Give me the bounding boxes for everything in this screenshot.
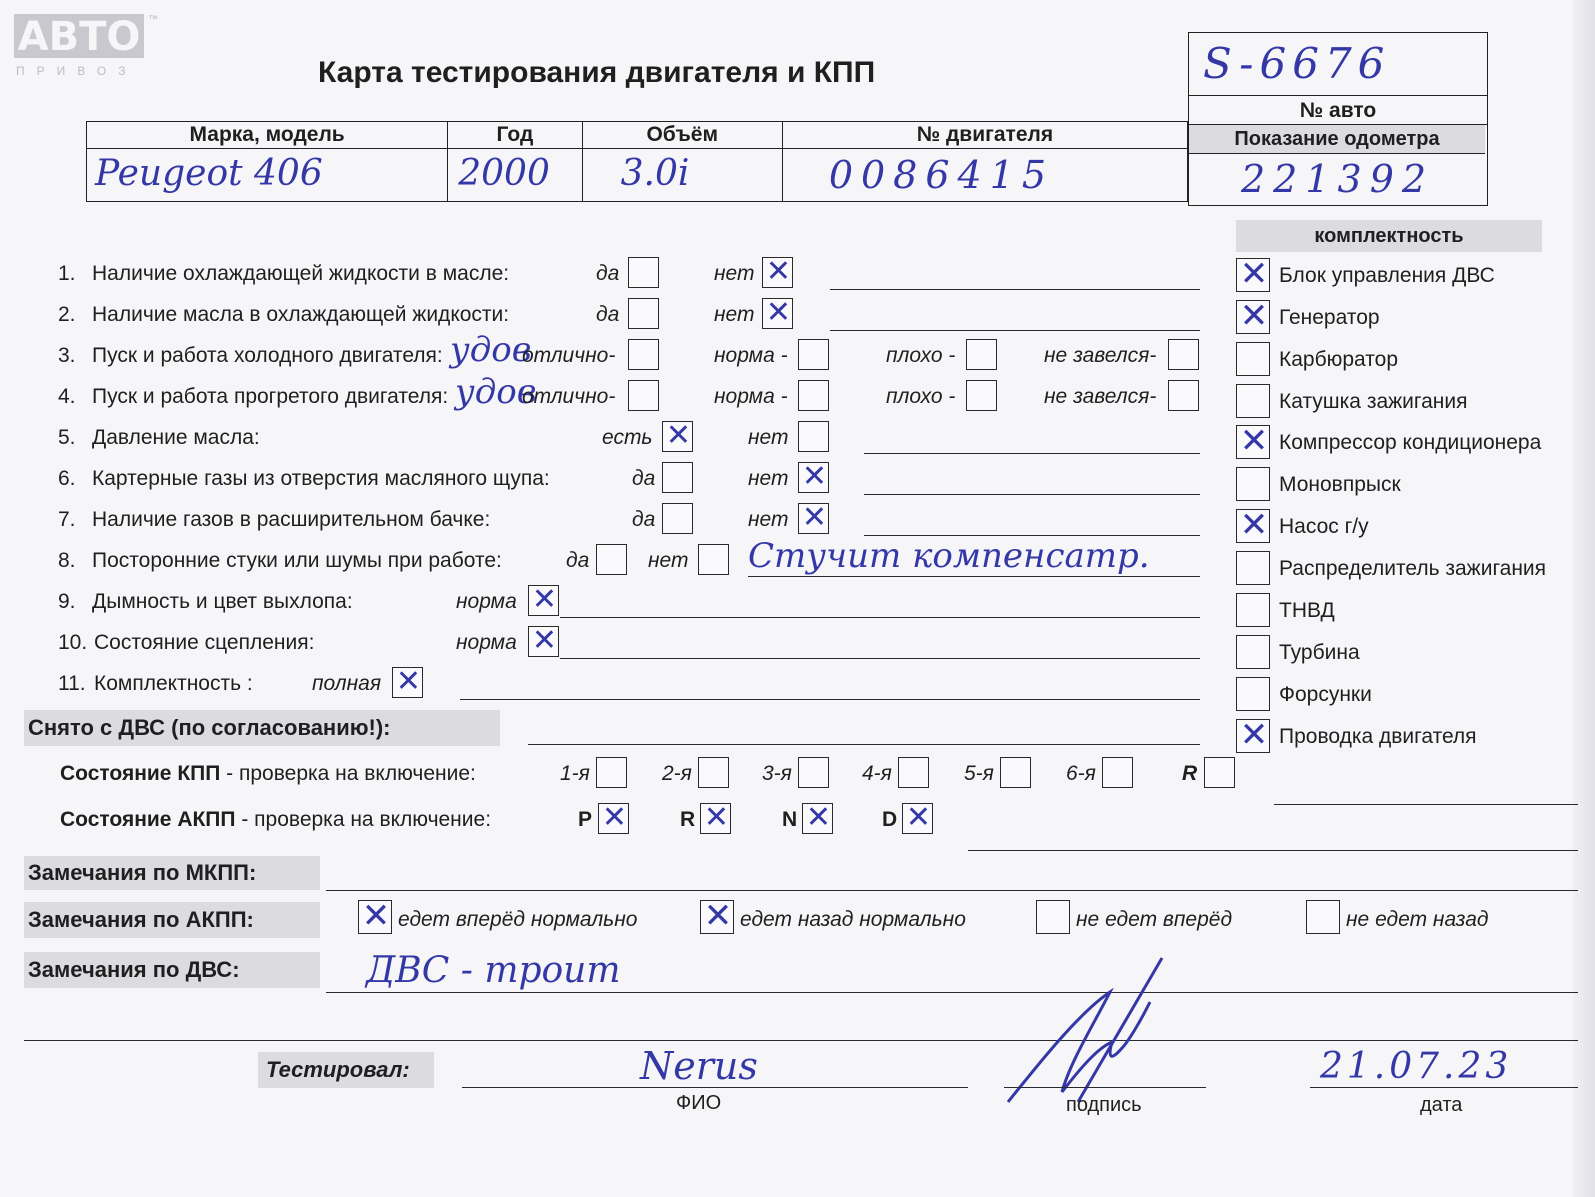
checkbox-injection-pump[interactable] <box>1236 593 1270 627</box>
option-no-q7: нет <box>748 508 789 531</box>
option-bad-q3: плохо - <box>886 344 956 367</box>
checkbox-distributor[interactable] <box>1236 551 1270 585</box>
number-q4: 4. <box>58 385 76 408</box>
checkbox-no-forward[interactable] <box>1036 900 1070 934</box>
number-q1: 1. <box>58 262 76 285</box>
label-distributor: Распределитель зажигания <box>1279 557 1547 580</box>
option-no-q8: нет <box>648 549 689 572</box>
checkbox-q3-normal[interactable] <box>798 339 829 370</box>
option-present-q5: есть <box>602 426 653 449</box>
complete-title: комплектность <box>1236 220 1542 252</box>
option-normal-q4: норма - <box>714 385 788 408</box>
option-yes-q1: да <box>596 262 620 285</box>
option-yes-q8: да <box>566 549 590 572</box>
logo-sub: ПРИВОЗ <box>16 64 138 78</box>
checkbox-mode-p[interactable] <box>598 803 629 834</box>
checkbox-q2-yes[interactable] <box>628 298 659 329</box>
col-engine-number: № двигателя <box>782 122 1187 149</box>
signature-label: подпись <box>1066 1094 1142 1116</box>
value-year: 2000 <box>458 153 550 194</box>
option-no-start-q4: не завелся- <box>1044 385 1157 408</box>
remarks-akpp-label: Замечания по АКПП: <box>24 902 320 938</box>
checkbox-gear-6[interactable] <box>1102 757 1133 788</box>
car-number-value: S-6676 <box>1203 39 1391 88</box>
checkbox-gear-1[interactable] <box>596 757 627 788</box>
question-completeness: Комплектность : <box>94 672 253 695</box>
checkbox-gear-r[interactable] <box>1204 757 1235 788</box>
option-norm-q9: норма <box>456 590 517 613</box>
checkbox-ac-compressor[interactable] <box>1236 425 1270 459</box>
label-forward-ok: едет вперёд нормально <box>398 908 638 931</box>
odometer-value: 221392 <box>1241 157 1435 201</box>
signature <box>1000 952 1200 1112</box>
tested-label: Тестировал: <box>258 1052 434 1088</box>
label-mono-injection: Моновпрыск <box>1279 473 1401 496</box>
mode-d-label: D <box>882 808 898 831</box>
akpp-label: Состояние АКПП - проверка на включение: <box>60 808 492 831</box>
checkbox-gear-4[interactable] <box>898 757 929 788</box>
option-excellent-q3: отлично- <box>522 344 616 367</box>
checkbox-q1-yes[interactable] <box>628 257 659 288</box>
checkbox-gear-2[interactable] <box>698 757 729 788</box>
gear-4-label: 4-я <box>862 762 892 785</box>
logo-name: АВТО <box>14 14 144 58</box>
checkbox-no-reverse[interactable] <box>1306 900 1340 934</box>
removed-label: Снято с ДВС (по согласованию!): <box>24 710 500 746</box>
option-no-q6: нет <box>748 467 789 490</box>
option-normal-q3: норма - <box>714 344 788 367</box>
logo <box>14 14 158 78</box>
label-injection-pump: ТНВД <box>1279 599 1335 622</box>
page-title: Карта тестирования двигателя и КПП <box>318 56 876 89</box>
checkbox-q4-excellent[interactable] <box>628 380 659 411</box>
number-q2: 2. <box>58 303 76 326</box>
checkbox-mode-r[interactable] <box>700 803 731 834</box>
label-power-steering-pump: Насос г/у <box>1279 515 1369 538</box>
gear-1-label: 1-я <box>560 762 590 785</box>
logo-tm: ™ <box>148 14 158 25</box>
checkbox-power-steering-pump[interactable] <box>1236 509 1270 543</box>
checkbox-q7-no[interactable] <box>798 503 829 534</box>
mode-r-label: R <box>680 808 696 831</box>
question-expansion-tank-gases: Наличие газов в расширительном бачке: <box>92 508 491 531</box>
odometer-box <box>1188 124 1488 206</box>
label-turbine: Турбина <box>1279 641 1360 664</box>
checkbox-q6-yes[interactable] <box>662 462 693 493</box>
label-generator: Генератор <box>1279 306 1380 329</box>
checkbox-injectors[interactable] <box>1236 677 1270 711</box>
question-coolant-in-oil: Наличие охлаждающей жидкости в масле: <box>92 262 510 285</box>
mode-p-label: P <box>578 808 593 831</box>
label-ignition-coil: Катушка зажигания <box>1279 390 1468 413</box>
remarks-mkpp-label: Замечания по МКПП: <box>24 856 320 890</box>
gear-r-label: R <box>1182 762 1198 785</box>
option-no-q5: нет <box>748 426 789 449</box>
question-cold-start: Пуск и работа холодного двигателя: <box>92 344 443 367</box>
label-no-forward: не едет вперёд <box>1076 908 1233 931</box>
mode-n-label: N <box>782 808 798 831</box>
checkbox-q9-norm[interactable] <box>528 585 559 616</box>
checkbox-turbine[interactable] <box>1236 635 1270 669</box>
vehicle-table <box>86 121 1188 202</box>
label-no-reverse: не едет назад <box>1346 908 1489 931</box>
label-ac-compressor: Компрессор кондиционера <box>1279 431 1542 454</box>
checkbox-q8-yes[interactable] <box>596 544 627 575</box>
value-engine-number: 0086415 <box>828 153 1055 197</box>
checkbox-q4-bad[interactable] <box>966 380 997 411</box>
value-model: Peugeot 406 <box>95 153 323 194</box>
col-volume: Объём <box>582 122 782 149</box>
checkbox-q4-normal[interactable] <box>798 380 829 411</box>
remarks-dvs-label: Замечания по ДВС: <box>24 952 320 988</box>
question-oil-in-coolant: Наличие масла в охлаждающей жидкости: <box>92 303 510 326</box>
checkbox-q3-excellent[interactable] <box>628 339 659 370</box>
checkbox-q6-no[interactable] <box>798 462 829 493</box>
checkbox-q4-no-start[interactable] <box>1168 380 1199 411</box>
checkbox-q7-yes[interactable] <box>662 503 693 534</box>
option-yes-q6: да <box>632 467 656 490</box>
question-exhaust-smoke: Дымность и цвет выхлопа: <box>92 590 353 613</box>
value-volume: 3.0i <box>620 153 690 194</box>
option-no-q1: нет <box>714 262 755 285</box>
checkbox-generator[interactable] <box>1236 300 1270 334</box>
option-full-q11: полная <box>312 672 382 695</box>
car-number-box <box>1188 32 1488 124</box>
checkbox-q10-norm[interactable] <box>528 626 559 657</box>
option-norm-q10: норма <box>456 631 517 654</box>
label-injectors: Форсунки <box>1279 683 1372 706</box>
gear-3-label: 3-я <box>762 762 792 785</box>
checkbox-q8-no[interactable] <box>698 544 729 575</box>
number-q7: 7. <box>58 508 76 531</box>
checkbox-q11-full[interactable] <box>392 667 423 698</box>
checkbox-q5-no[interactable] <box>798 421 829 452</box>
checkbox-engine-wiring[interactable] <box>1236 719 1270 753</box>
option-yes-q2: да <box>596 303 620 326</box>
label-carburetor: Карбюратор <box>1279 348 1399 371</box>
kpp-label: Состояние КПП - проверка на включение: <box>60 762 476 785</box>
number-q5: 5. <box>58 426 76 449</box>
handwritten-cold-start: удов <box>450 330 532 370</box>
number-q10: 10. <box>58 631 88 654</box>
handwritten-noise: Стучит компенсатр. <box>748 536 1150 576</box>
number-q11: 11. <box>58 672 86 695</box>
car-number-label: № авто <box>1299 99 1377 122</box>
checkbox-q2-no[interactable] <box>762 298 793 329</box>
checkbox-q3-no-start[interactable] <box>1168 339 1199 370</box>
option-yes-q7: да <box>632 508 656 531</box>
label-reverse-ok: едет назад нормально <box>740 908 966 931</box>
number-q3: 3. <box>58 344 76 367</box>
question-knocking-noise: Посторонние стуки или шумы при работе: <box>92 549 502 572</box>
number-q6: 6. <box>58 467 76 490</box>
col-model: Марка, модель <box>87 122 448 149</box>
checkbox-ignition-coil[interactable] <box>1236 384 1270 418</box>
question-hot-start: Пуск и работа прогретого двигателя: <box>92 385 449 408</box>
question-clutch: Состояние сцепления: <box>94 631 315 654</box>
checkbox-gear-5[interactable] <box>1000 757 1031 788</box>
option-excellent-q4: отлично- <box>522 385 616 408</box>
checkbox-mono-injection[interactable] <box>1236 467 1270 501</box>
checkbox-forward-ok[interactable] <box>358 900 392 934</box>
checkbox-q3-bad[interactable] <box>966 339 997 370</box>
handwritten-tester: Nerus <box>640 1044 758 1088</box>
checkbox-q5-present[interactable] <box>662 421 693 452</box>
handwritten-engine-remarks: ДВС - троит <box>366 950 621 991</box>
handwritten-date: 21.07.23 <box>1320 1046 1513 1087</box>
date-label: дата <box>1420 1094 1463 1116</box>
checkbox-gear-3[interactable] <box>798 757 829 788</box>
label-ecu: Блок управления ДВС <box>1279 264 1495 287</box>
fio-label: ФИО <box>676 1092 722 1114</box>
checkbox-mode-d[interactable] <box>902 803 933 834</box>
gear-6-label: 6-я <box>1066 762 1096 785</box>
checkbox-mode-n[interactable] <box>802 803 833 834</box>
question-oil-pressure: Давление масла: <box>92 426 260 449</box>
question-crankcase-gases: Картерные газы из отверстия масляного щупа: <box>92 467 550 490</box>
checkbox-q1-no[interactable] <box>762 257 793 288</box>
col-year: Год <box>448 122 582 149</box>
number-q8: 8. <box>58 549 76 572</box>
handwritten-hot-start: удов <box>455 372 537 412</box>
option-no-start-q3: не завелся- <box>1044 344 1157 367</box>
label-engine-wiring: Проводка двигателя <box>1279 725 1477 748</box>
checkbox-reverse-ok[interactable] <box>700 900 734 934</box>
number-q9: 9. <box>58 590 76 613</box>
gear-2-label: 2-я <box>662 762 692 785</box>
checkbox-ecu[interactable] <box>1236 258 1270 292</box>
checkbox-carburetor[interactable] <box>1236 342 1270 376</box>
option-bad-q4: плохо - <box>886 385 956 408</box>
odometer-label: Показание одометра <box>1189 125 1485 154</box>
option-no-q2: нет <box>714 303 755 326</box>
gear-5-label: 5-я <box>964 762 994 785</box>
